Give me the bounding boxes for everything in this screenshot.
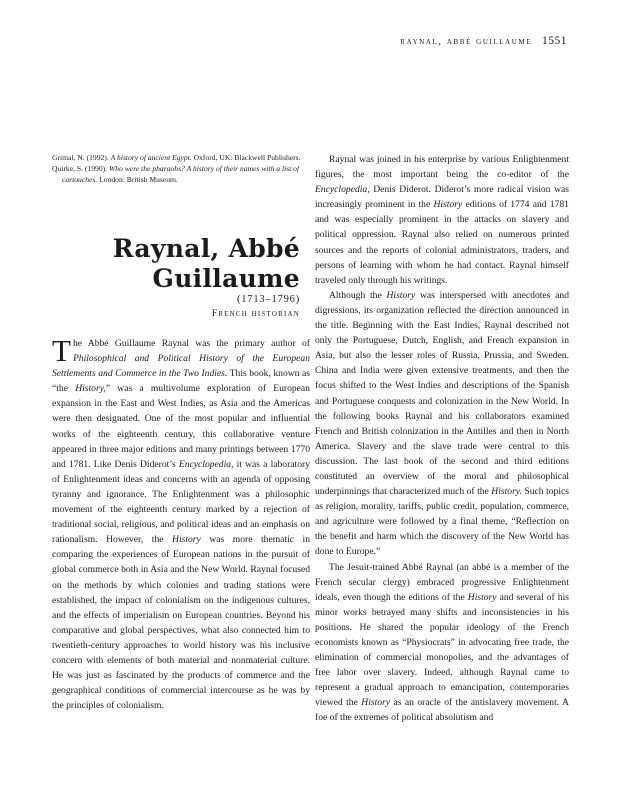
running-head-title: raynal, abbé guillaume [400, 36, 533, 47]
italic-text: History. [491, 486, 522, 498]
italic-text: History [386, 289, 416, 301]
text-run: The Jesuit-trained Abbé Raynal (an abbé is a member of the French secular clergy) embraced progressive Enlightenment ideals, even though the editions of the [315, 561, 569, 603]
left-column-body [52, 333, 311, 713]
text-run: Although the [329, 289, 387, 301]
italic-text: Encyclopedia, [315, 184, 370, 196]
body-paragraph [315, 288, 569, 560]
running-head [400, 35, 567, 47]
reference-list [52, 153, 310, 185]
italic-text: History [361, 697, 391, 709]
italic-text: History [172, 534, 201, 546]
reference-author: Grimal, N. (1992). [52, 153, 109, 162]
body-paragraph [315, 152, 569, 288]
entry-subtitle: French historian [211, 309, 300, 319]
text-run: editions of 1774 and 1781 and was especially prominent in the attacks on slavery and political oppression. Raynal also relied on numerous printed sources and the reports of colonial administrators, traders, and persons of learning with whom he had contact. Raynal himself traveled only through his writings. [315, 199, 569, 286]
text-run: ” was a multivolume exploration of European expansion in the East and West Indies, as Asia and the Americas were then designated. One of the most popular and influential works of the eighteenth century, this collaborative venture appeared in three major editions and many printings between 1770 and 1781. Like Denis Diderot’s [52, 383, 310, 470]
right-column-body [315, 152, 569, 726]
text-run: Raynal was joined in his enterprise by various Enlightenment figures, the most important being the co-editor of the [315, 154, 569, 181]
text-run: he Abbé Guillaume Raynal was the primary author of [72, 338, 310, 349]
text-run: it was a laboratory of Enlightenment ideas and concerns with an agenda of opposing tyranny and ignorance. The Enlightenment was a philosophic movement of the eighteenth century marked by a rejection of traditional social, religious, and political ideas and an emphasis on rationalism. However, the [52, 458, 310, 546]
entry-title: Raynal, Abbé Guillaume [112, 234, 300, 293]
text-run: Such topics as religion, morality, tariffs, public credit, population, commerce, and agriculture were followed by a final theme, “Reflection on the benefit and harm which the discovery of the New World has done to Europe.” [315, 486, 569, 558]
page-number: 1551 [542, 35, 567, 47]
body-paragraph [52, 333, 311, 713]
text-run: and several of his minor works betrayed many shifts and inconsistencies in his positions. He shared the popular ideology of the French economists known as “Physiocrats” in advocating free trade, the elimination of commercial monopolies, and the advantages of free labor over slavery. Indeed, although Raynal came to represent a gradual approach to emancipation, contemporaries viewed the [315, 591, 569, 709]
italic-text: Philosophical and Political History of the European Settlements and Commerce in the Two Indies. [52, 353, 310, 380]
reference-author: Quirke, S. (1990). [52, 163, 108, 173]
text-run: was interspersed with anecdotes and digressions, its organization reflected the direction announced in the title. Beginning with the East Indies, Raynal described not only the Portuguese, Dutch, English, and French expansion in Asia, but also the lesser roles of Russia, Prussia, and Sweden. China and India were given extensive treatments, and then the focus shifted to the West Indies and descriptions of the Spanish and Portuguese conquests and colonization in the New World. In the following books Raynal and his collaborators examined French and British colonization in the Antilles and then in North America. Slavery and the slave trade were central to this discussion. The last book of the second and third editions constituted an overview of the moral and philosophical underpinnings that characterized much of the [315, 289, 569, 498]
italic-text: Encyclopedia, [178, 458, 234, 470]
text-run: Denis Diderot. Diderot’s more radical vision was increasingly prominent in the [315, 184, 569, 211]
text-run: as an oracle of the antislavery movement. A foe of the extremes of political absolutism and [315, 697, 569, 724]
italic-text: History [467, 591, 497, 603]
reference-title: A history of ancient Egypt. [110, 153, 192, 162]
body-paragraph [315, 560, 569, 726]
text-run: was more thematic in comparing the experiences of European nations in the pursuit of global commerce both in Asia and the New World. Raynal focused on the methods by which colonies and trading stations were established, the impact of colonialism on the indigenous cultures, and the effects of imperialism on European countries. Beyond his comparative and global perspectives, what also connected him to twentieth-century approaches to world history was his inclusive concern with elements of both material and nonmaterial culture. He was just as fascinated by the products of commerce and the geographical conditions of commercial intercourse as he was by the principles of colonialism. [52, 534, 310, 712]
reference-item [52, 153, 310, 164]
reference-title: Who were the pharaohs? A history of their names with a list of cartouches. [62, 163, 300, 184]
text-run: This book, known as “the [52, 368, 311, 395]
reference-publisher: London: British Museum. [99, 174, 178, 184]
drop-cap: T [52, 333, 71, 368]
reference-publisher: Oxford, UK: Blackwell Publishers. [193, 153, 301, 162]
reference-item [52, 164, 310, 186]
entry-dates: (1713–1796) [236, 294, 300, 305]
italic-text: History, [75, 383, 106, 395]
italic-text: History [433, 199, 463, 211]
